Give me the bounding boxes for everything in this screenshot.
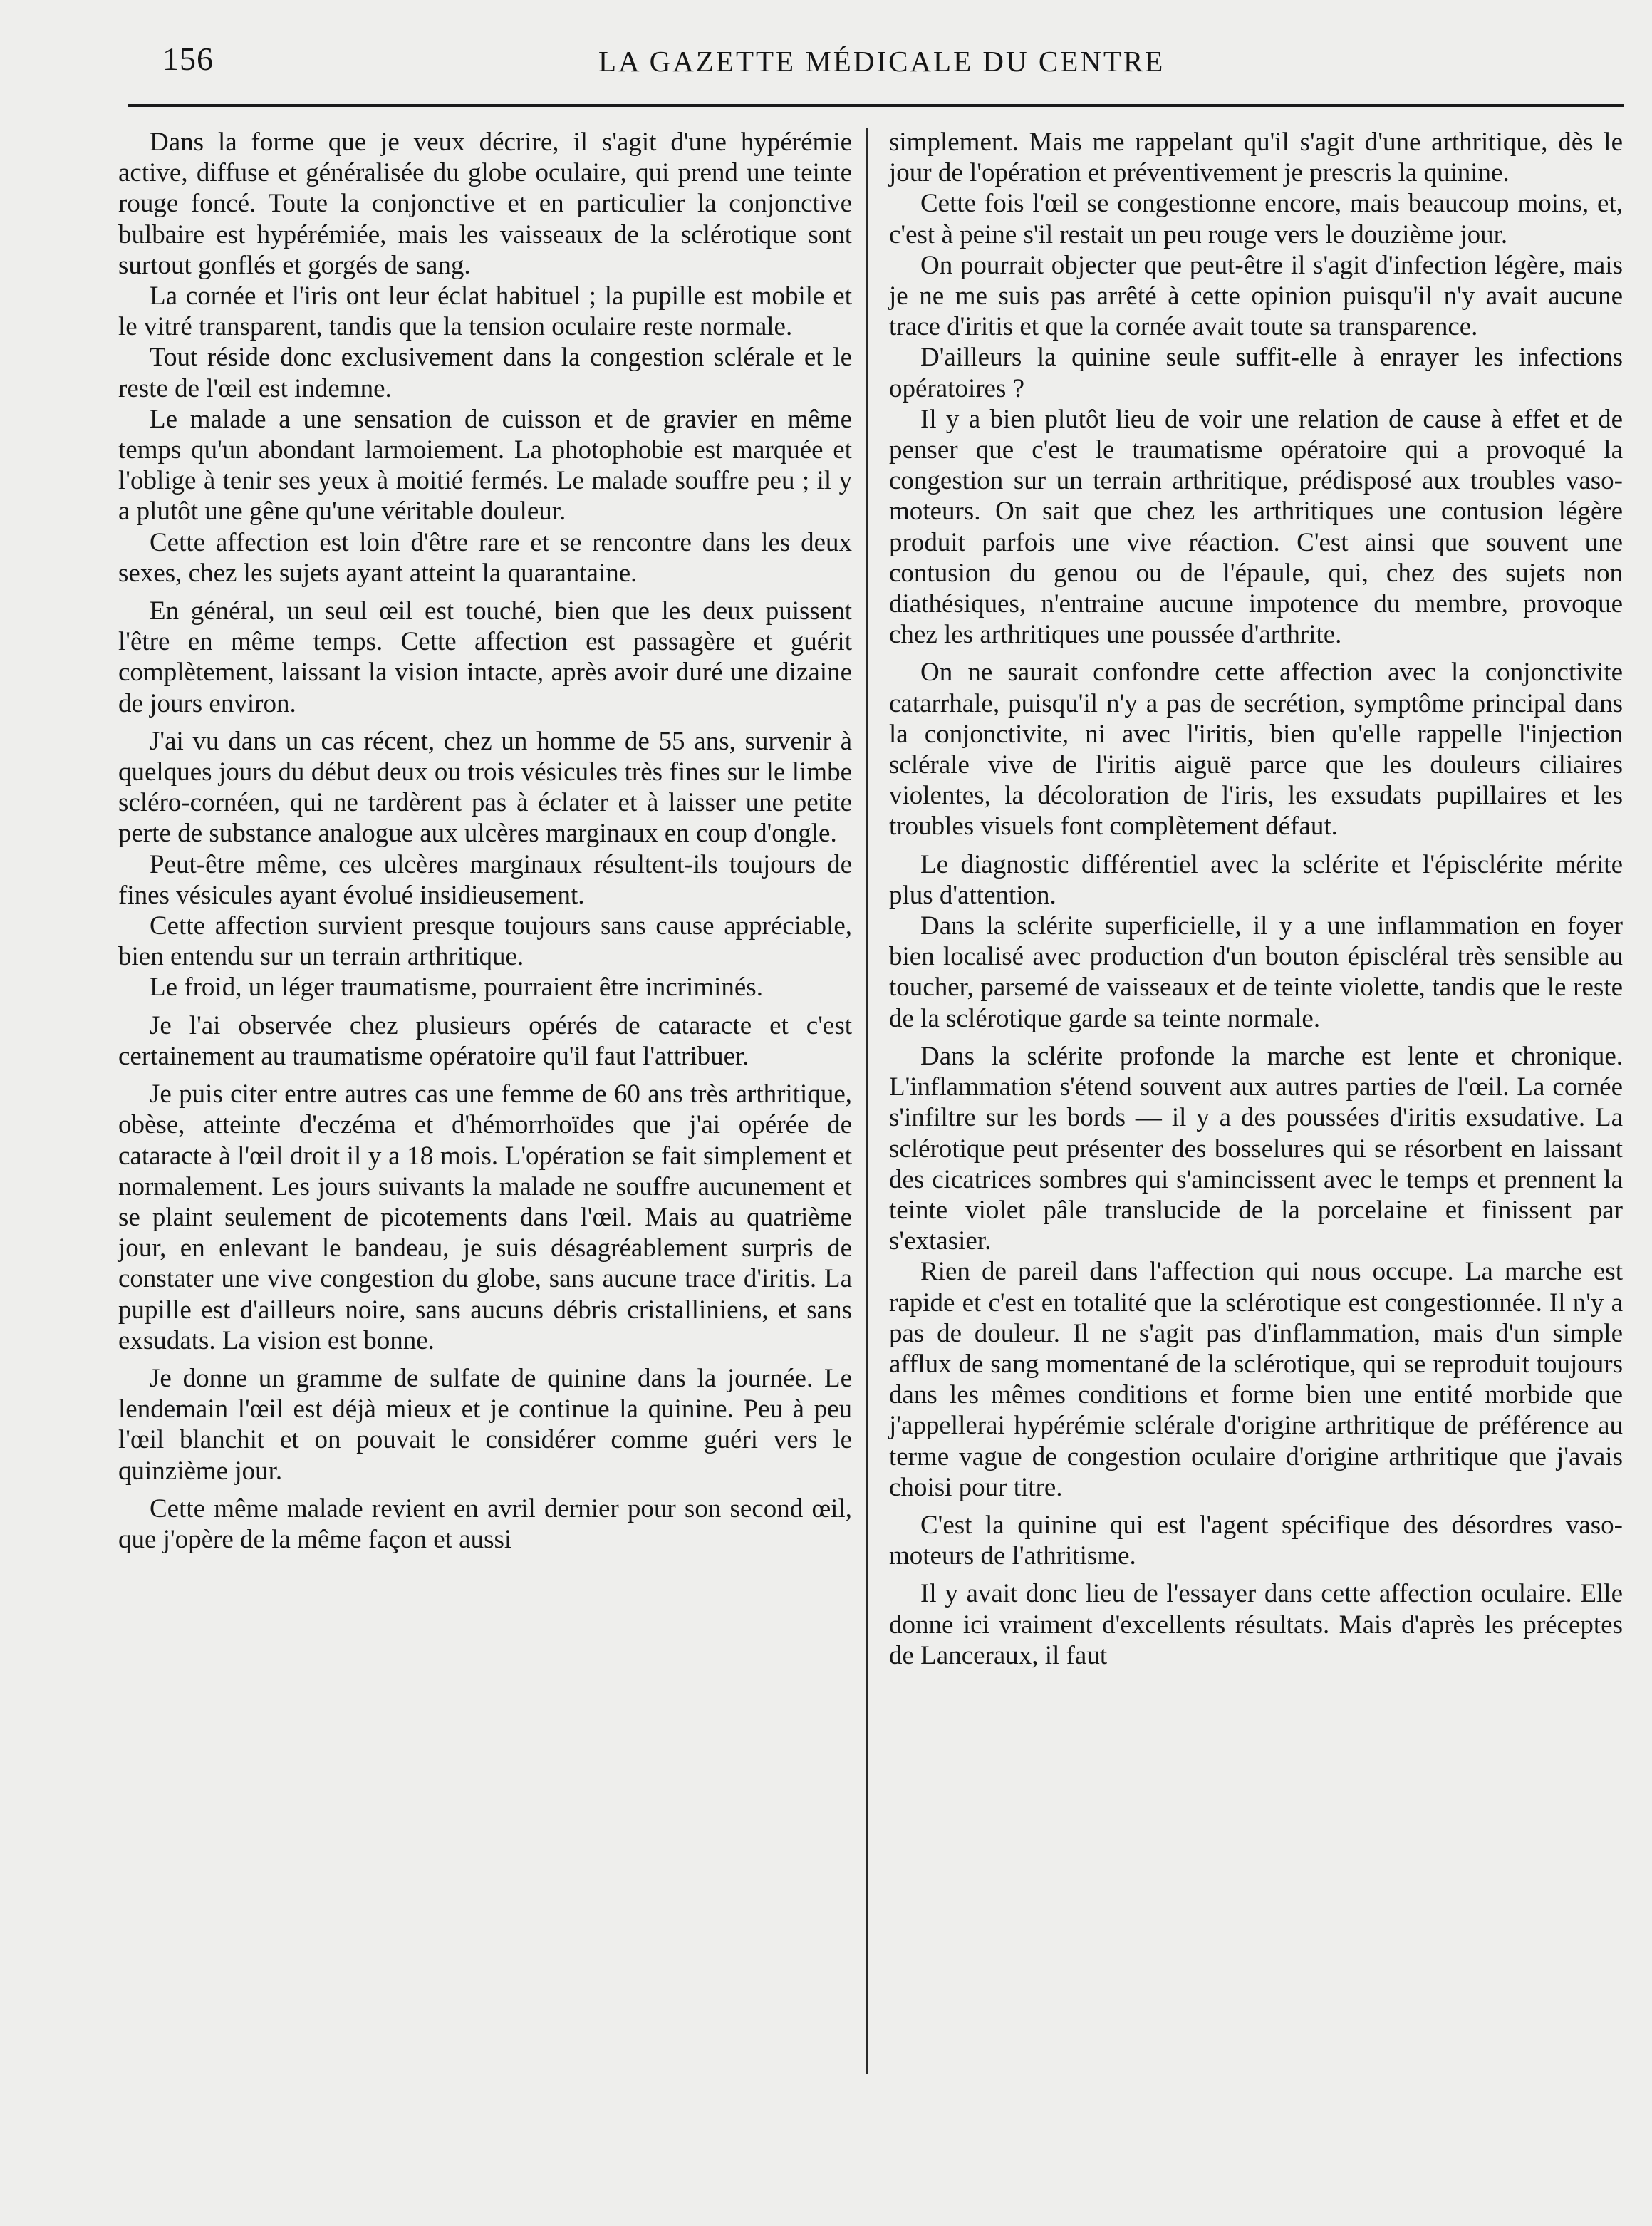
paragraph: Rien de pareil dans l'affection qui nous occupe. La marche est rapide et c'est en totalité que la sclérotique est congestionnée. Il n'y a pas de douleur. Il ne s'agit pas d'inflammation, mais d'un simple afflux de sang momentané de la sclérotique, qui se reproduit toujours dans les mêmes conditions et forme bien une entité morbide que j'appellerai hypérémie sclérale d'origine arthritique de préférence au terme vague de congestion oculaire d'origine arthritique que j'avais choisi pour titre. — [889, 1257, 1623, 1502]
page-number: 156 — [162, 41, 214, 77]
paragraph: La cornée et l'iris ont leur éclat habituel ; la pupille est mobile et le vitré transparent, tandis que la tension oculaire reste normale. — [118, 281, 852, 342]
paragraph: Le froid, un léger traumatisme, pourraient être incriminés. — [150, 973, 763, 1003]
paragraph: Cette affection est loin d'être rare et se rencontre dans les deux sexes, chez les sujets ayant atteint la quarantaine. — [118, 527, 852, 588]
paragraph: Le malade a une sensation de cuisson et de gravier en même temps qu'un abondant larmoiement. La photophobie est marquée et l'oblige à tenir ses yeux à moitié fermés. Le malade souffre peu ; il y a plutôt une gêne qu'une véritable douleur. — [118, 404, 852, 527]
paragraph: Il y a bien plutôt lieu de voir une relation de cause à effet et de penser que c'est le traumatisme opératoire qui a provoqué la congestion sur un terrain arthritique, prédisposé aux troubles vaso-moteurs. On sait que chez les arthritiques une contusion légère produit parfois une vive réaction. C'est ainsi que souvent une contusion du genou ou de l'épaule, qui, chez des sujets non diathésiques, n'entraine aucune impotence du membre, provoque chez les arthritiques une poussée d'arthrite. — [889, 404, 1623, 650]
paragraph: On ne saurait confondre cette affection avec la conjonctivite catarrhale, puisqu'il n'y a pas de secrétion, symptôme principal dans la conjonctivite, ni avec l'iritis, bien qu'elle rappelle l'injection sclérale vive de l'iritis aiguë parce que les douleurs ciliaires violentes, la décoloration de l'iris, les exsudats pupillaires et les troubles visuels font complètement défaut. — [889, 658, 1623, 842]
paragraph: Cette affection survient presque toujours sans cause appréciable, bien entendu sur un terrain arthritique. — [118, 911, 852, 972]
paragraph: Dans la sclérite profonde la marche est lente et chronique. L'inflammation s'étend souvent aux autres parties de l'œil. La cornée s'infiltre sur les bords — il y a des poussées d'iritis exsudative. La sclérotique peut présenter des bosselures qui se résorbent en laissant des cicatrices sombres qui s'amincissent avec le temps et prennent la teinte violet pâle translucide de la porcelaine et finissent par s'extasier. — [889, 1041, 1623, 1256]
paragraph: D'ailleurs la quinine seule suffit-elle à enrayer les infections opératoires ? — [889, 343, 1623, 403]
paragraph: simplement. Mais me rappelant qu'il s'agit d'une arthritique, dès le jour de l'opération et préventivement je prescris la quinine. — [889, 128, 1623, 188]
column-rule — [866, 128, 868, 2074]
paragraph: Cette fois l'œil se congestionne encore, mais beaucoup moins, et, c'est à peine s'il restait un peu rouge vers le douzième jour. — [889, 189, 1623, 249]
paragraph: Peut-être même, ces ulcères marginaux résultent-ils toujours de fines vésicules ayant évolué insidieusement. — [118, 849, 852, 910]
paragraph: En général, un seul œil est touché, bien que les deux puissent l'être en même temps. Cette affection est passagère et guérit complètement, laissant la vision intacte, après avoir duré une dizaine de jours environ. — [118, 596, 852, 718]
paragraph: Je donne un gramme de sulfate de quinine dans la journée. Le lendemain l'œil est déjà mieux et je continue la quinine. Peu à peu l'œil blanchit et on pouvait le considérer comme guéri vers le quinzième jour. — [118, 1363, 852, 1486]
header-rule — [128, 104, 1624, 107]
paragraph: Dans la forme que je veux décrire, il s'agit d'une hypérémie active, diffuse et généralisée du globe oculaire, qui prend une teinte rouge foncé. Toute la conjonctive et en particulier la conjonctive bulbaire est hypérémiée, mais les vaisseaux de la sclérotique sont surtout gonflés et gorgés de sang. — [118, 128, 852, 280]
paragraph: Je l'ai observée chez plusieurs opérés de cataracte et c'est certainement au traumatisme opératoire qu'il faut l'attribuer. — [118, 1010, 852, 1071]
left-column — [118, 127, 852, 1555]
paragraph: Dans la sclérite superficielle, il y a une inflammation en foyer bien localisé avec production d'un bouton épiscléral très sensible au toucher, parsemé de vaisseaux et de teinte violette, tandis que le reste de la sclérotique garde sa teinte normale. — [889, 911, 1623, 1033]
paragraph: Je puis citer entre autres cas une femme de 60 ans très arthritique, obèse, atteinte d'eczéma et d'hémorrhoïdes que j'ai opérée de cataracte à l'œil droit il y a 18 mois. L'opération se fait simplement et normalement. Les jours suivants la malade ne souffre aucunement et se plaint seulement de picotements dans l'œil. Mais au quatrième jour, en enlevant le bandeau, je suis désagréablement surpris de constater une vive congestion du globe, sans aucune trace d'iritis. La pupille est d'ailleurs noire, sans aucuns débris cristalliniens, et sans exsudats. La vision est bonne. — [118, 1080, 852, 1355]
paragraph: Le diagnostic différentiel avec la sclérite et l'épisclérite mérite plus d'attention. — [889, 849, 1623, 910]
paragraph: C'est la quinine qui est l'agent spécifique des désordres vaso-moteurs de l'athritisme. — [889, 1510, 1623, 1571]
running-title: LA GAZETTE MÉDICALE DU CENTRE — [598, 45, 1165, 78]
paragraph: On pourrait objecter que peut-être il s'agit d'infection légère, mais je ne me suis pas arrêté à cette opinion puisqu'il n'y avait aucune trace d'iritis et que la cornée avait toute sa transparence. — [889, 250, 1623, 342]
paragraph: Tout réside donc exclusivement dans la congestion sclérale et le reste de l'œil est indemne. — [118, 343, 852, 403]
paragraph: Cette même malade revient en avril dernier pour son second œil, que j'opère de la même façon et aussi — [118, 1494, 852, 1554]
paragraph: Il y avait donc lieu de l'essayer dans cette affection oculaire. Elle donne ici vraiment d'excellents résultats. Mais d'après les préceptes de Lanceraux, il faut — [889, 1579, 1623, 1670]
paragraph: J'ai vu dans un cas récent, chez un homme de 55 ans, survenir à quelques jours du début deux ou trois vésicules très fines sur le limbe scléro-cornéen, qui ne tardèrent pas à éclater et à laisser une petite perte de substance analogue aux ulcères marginaux en coup d'ongle. — [118, 726, 852, 849]
right-column — [889, 127, 1623, 1671]
